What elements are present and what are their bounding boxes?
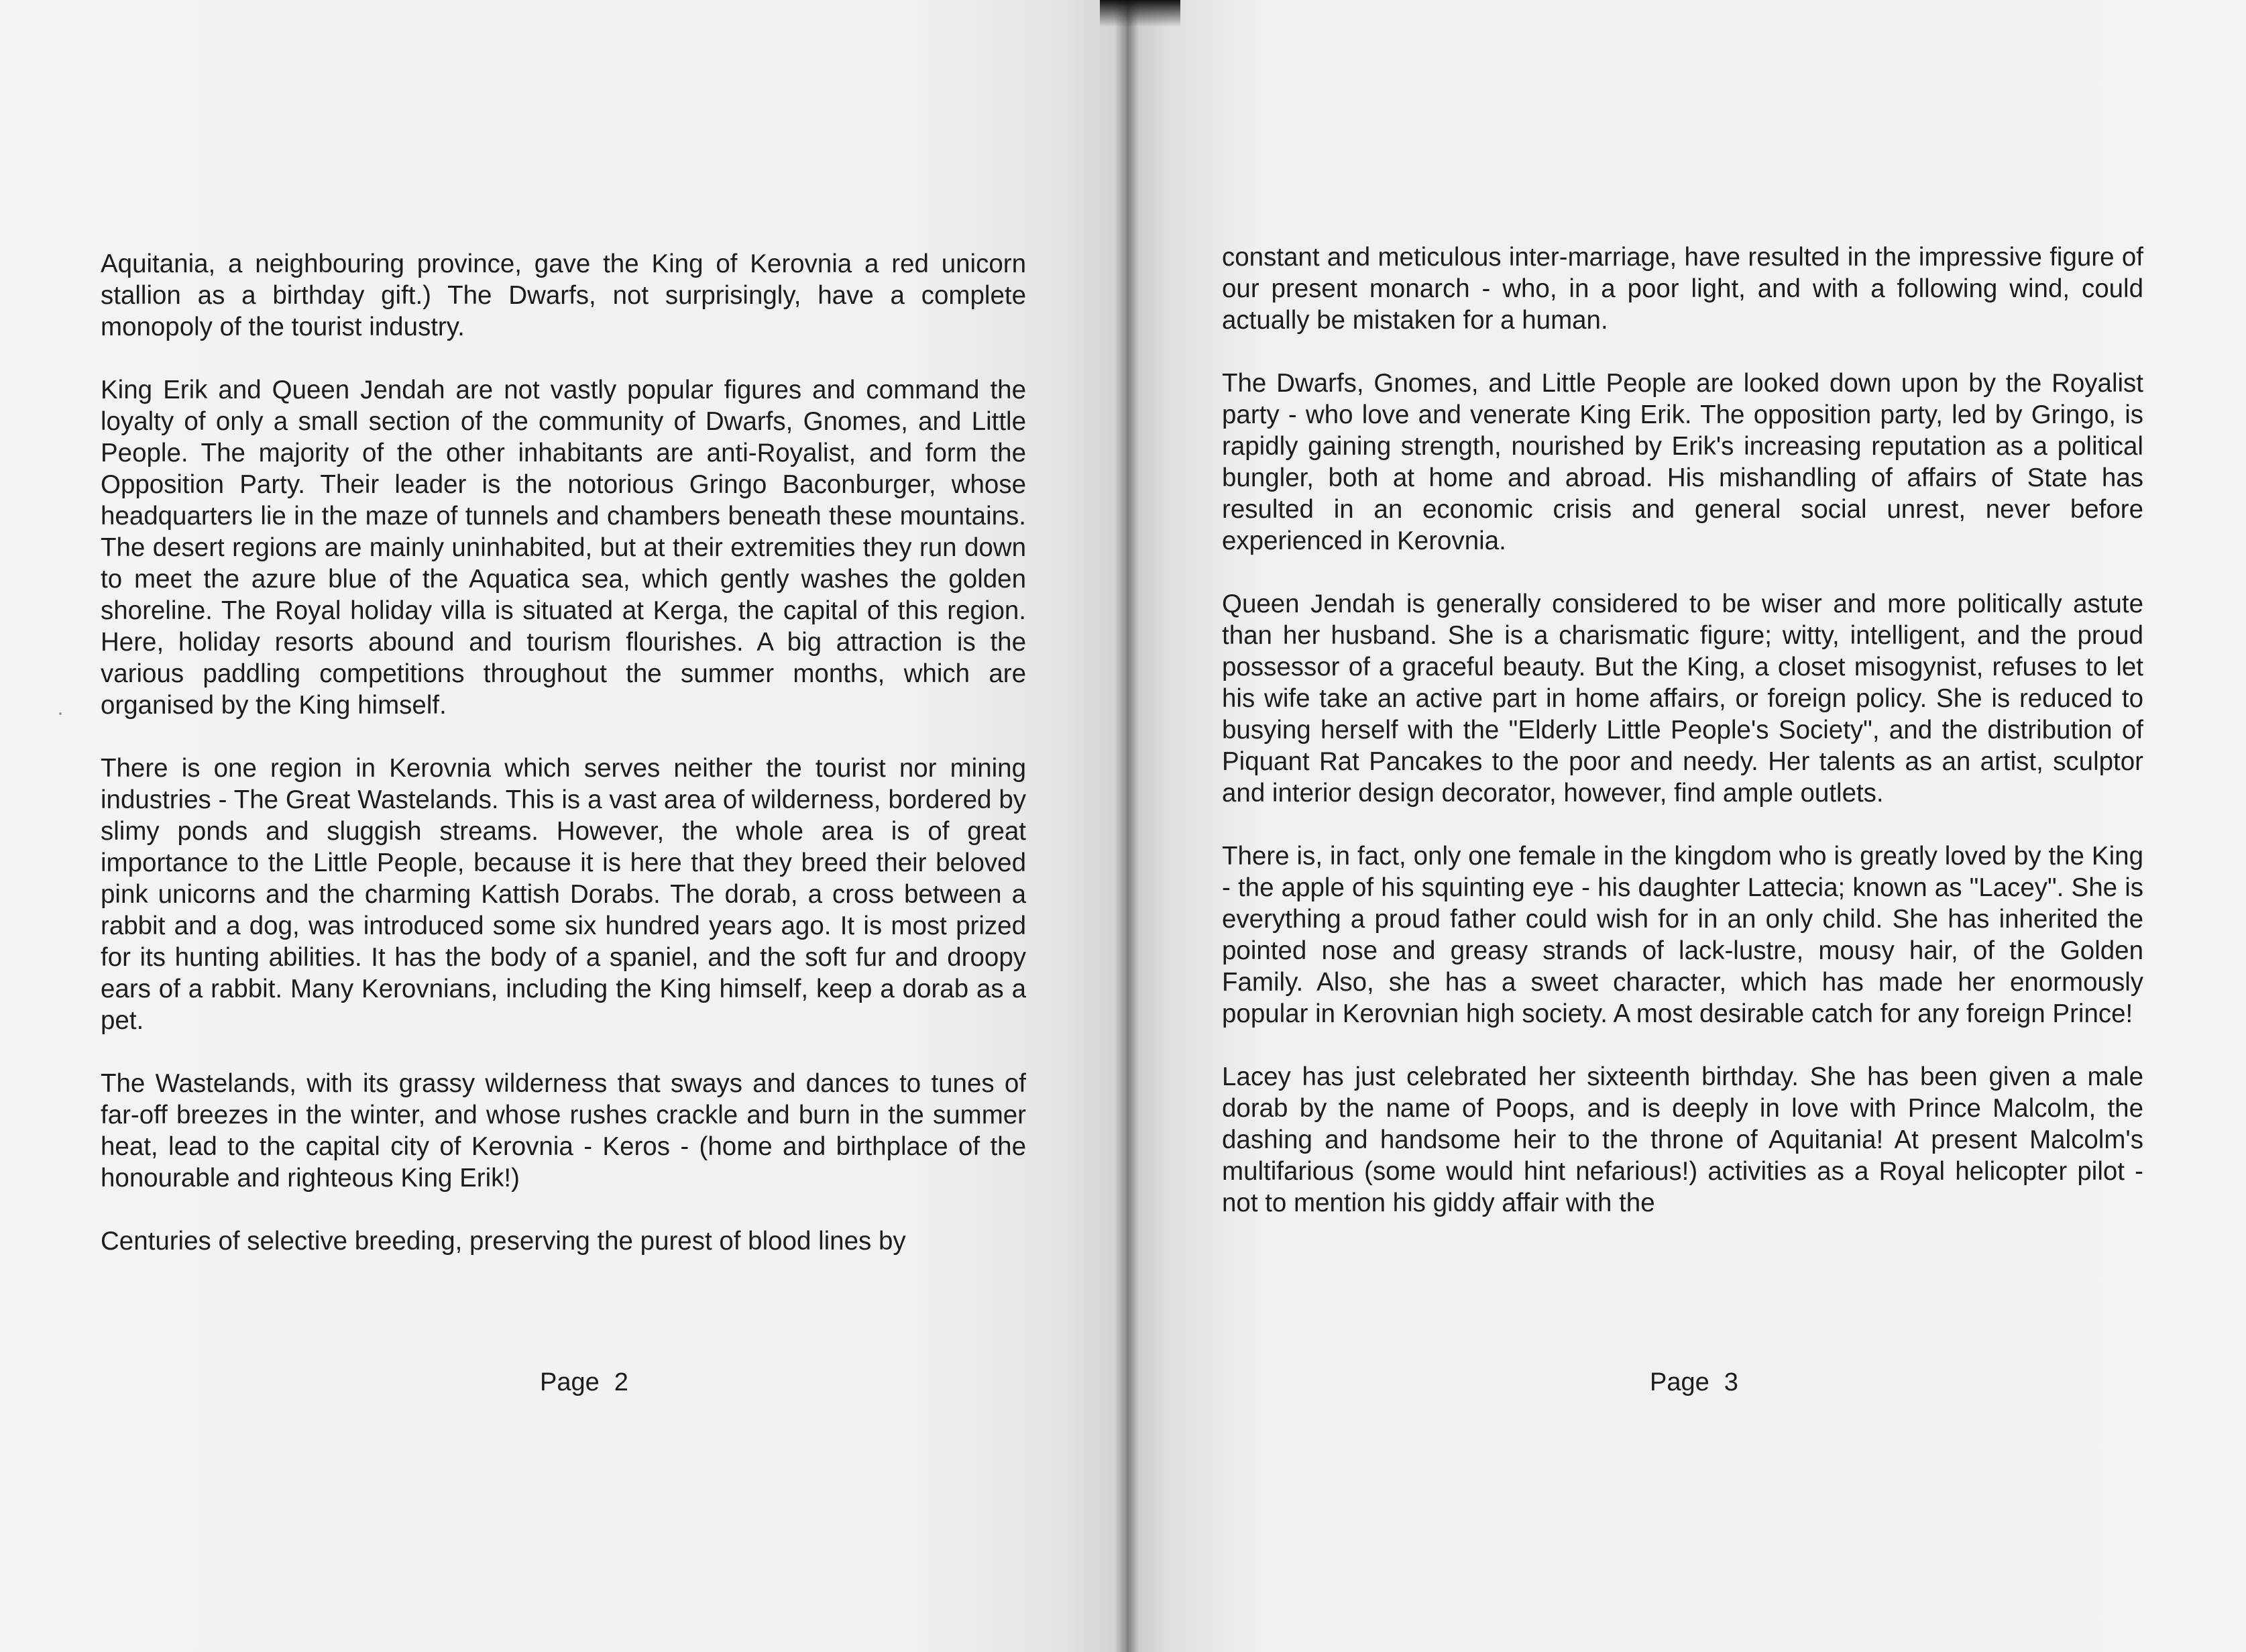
- left-paragraph-2: King Erik and Queen Jendah are not vastly popular figures and command the loyalty of only a small section of the community of Dwarfs, Gnomes, and Little People. The majority of the other inhabitants are anti-Royalist, and form the Opposition Party. Their leader is the notorious Gringo Baconburger, whose headquarters lie in the maze of tunnels and chambers beneath these mountains. The desert regions are mainly uninhabited, but at their extremities they run down to meet the azure blue of the Aquatica sea, which gently washes the golden shoreline. The Royal holiday villa is situated at Kerga, the capital of this region. Here, holiday resorts abound and tourism flourishes. A big attraction is the various paddling competitions throughout the summer months, which are organised by the King himself.: [101, 376, 1026, 720]
- right-page: [1127, 0, 2246, 1652]
- right-paragraph-2: The Dwarfs, Gnomes, and Little People are looked down upon by the Royalist party - who love and venerate King Erik. The opposition party, led by Gringo, is rapidly gaining strength, nourished by Erik's increasing reputation as a political bungler, both at home and abroad. His mishandling of affairs of State has resulted in an economic crisis and general social unrest, never before experienced in Kerovnia.: [1222, 369, 2143, 555]
- right-paragraph-4: There is, in fact, only one female in the kingdom who is greatly loved by the King - the apple of his squinting eye - his daughter Lattecia; known as "Lacey". She is everything a proud father could wish for in an only child. She has inherited the pointed nose and greasy strands of lack-lustre, mousy hair, of the Golden Family. Also, she has a sweet character, which has made her enormously popular in Kerovnian high society. A most desirable catch for any foreign Prince!: [1222, 842, 2143, 1028]
- right-paragraph-1: constant and meticulous inter-marriage, have resulted in the impressive figure of our present monarch - who, in a poor light, and with a following wind, could actually be mistaken for a human.: [1222, 243, 2143, 335]
- paper-speck: [59, 712, 62, 715]
- right-paragraph-3: Queen Jendah is generally considered to be wiser and more politically astute than her husband. She is a charismatic figure; witty, intelligent, and the proud possessor of a graceful beauty. But the King, a closet misogynist, refuses to let his wife take an active part in home affairs, or foreign policy. She is reduced to busying herself with the "Elderly Little People's Society", and the distribution of Piquant Rat Pancakes to the poor and needy. Her talents as an artist, sculptor and interior design decorator, however, find ample outlets.: [1222, 590, 2143, 808]
- left-paragraph-4: The Wastelands, with its grassy wilderness that sways and dances to tunes of far-off breezes in the winter, and whose rushes crackle and burn in the summer heat, lead to the capital city of Kerovnia - Keros - (home and birthplace of the honourable and righteous King Erik!): [101, 1069, 1026, 1193]
- spine-shadow: [1100, 0, 1180, 27]
- left-paragraph-1: Aquitania, a neighbouring province, gave the King of Kerovnia a red unicorn stallion as a birthday gift.) The Dwarfs, not surprisingly, have a complete monopoly of the tourist industry.: [101, 250, 1026, 341]
- left-page-label: Page: [540, 1368, 600, 1396]
- right-page-number: [1650, 1367, 1738, 1398]
- left-page-number: [540, 1367, 628, 1398]
- left-page-number-value: 2: [614, 1368, 628, 1396]
- right-paragraph-5: Lacey has just celebrated her sixteenth birthday. She has been given a male dorab by the name of Poops, and is deeply in love with Prince Malcolm, the dashing and handsome heir to the throne of Aquitania! At present Malcolm's multifarious (some would hint nefarious!) activities as a Royal helicopter pilot - not to mention his giddy affair with the: [1222, 1062, 2143, 1217]
- left-paragraph-5: Centuries of selective breeding, preserving the purest of blood lines by: [101, 1227, 906, 1256]
- left-page-body: [101, 248, 1026, 1288]
- book-gutter: [1115, 0, 1139, 1652]
- right-page-label: Page: [1650, 1368, 1709, 1396]
- right-page-number-value: 3: [1724, 1368, 1738, 1396]
- right-page-body: [1222, 241, 2143, 1250]
- left-paragraph-3: There is one region in Kerovnia which serves neither the tourist nor mining industries - The Great Wastelands. This is a vast area of wilderness, bordered by slimy ponds and sluggish streams. However, the whole area is of great importance to the Little People, because it is here that they breed their beloved pink unicorns and the charming Kattish Dorabs. The dorab, a cross between a rabbit and a dog, was introduced some six hundred years ago. It is most prized for its hunting abilities. It has the body of a spaniel, and the soft fur and droopy ears of a rabbit. Many Kerovnians, including the King himself, keep a dorab as a pet.: [101, 754, 1026, 1035]
